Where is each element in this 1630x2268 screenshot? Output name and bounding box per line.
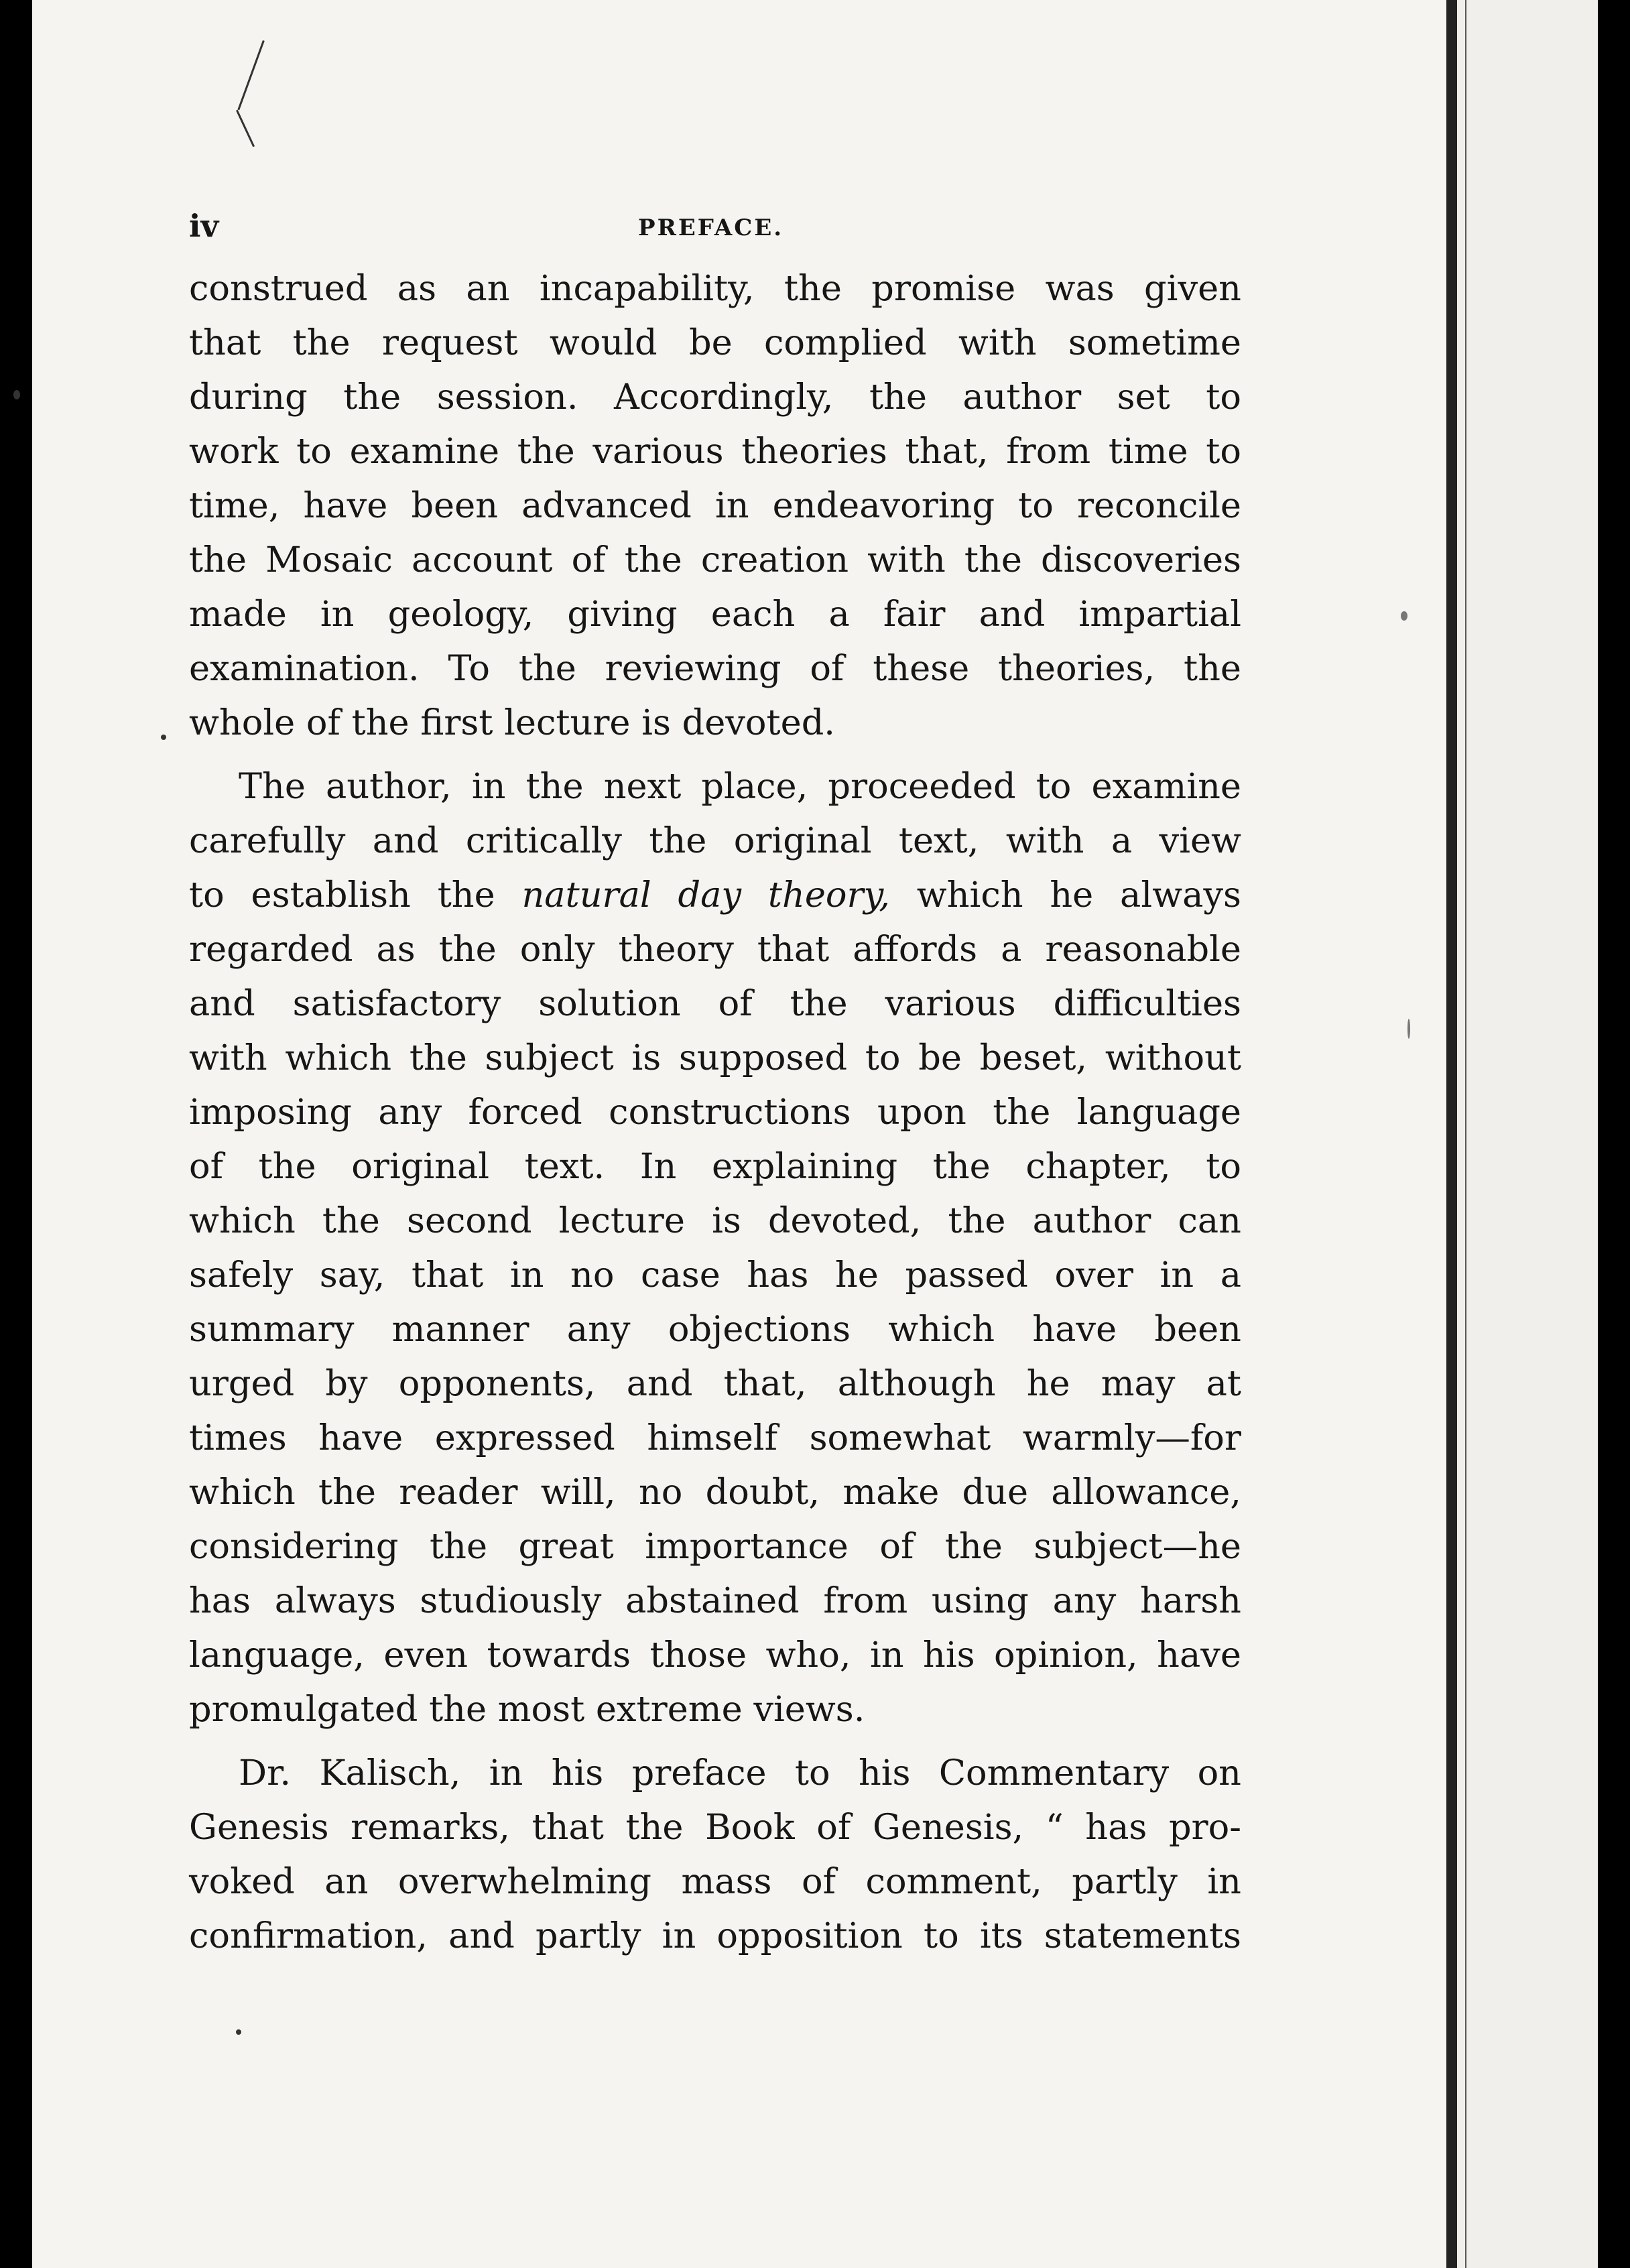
page-edge-line (1465, 0, 1466, 2268)
text-line: time, have been advanced in endeavoring to reconcile (189, 485, 1241, 526)
text-line: imposing any forced constructions upon the language (189, 1092, 1241, 1133)
text-line: The author, in the next place, proceeded to examine (239, 766, 1241, 807)
text-segment: to establish the (189, 875, 522, 916)
text-line: regarded as the only theory that affords a reasonable (189, 929, 1241, 970)
text-line: carefully and critically the original text, with a view (189, 820, 1241, 861)
text-line: during the session. Accordingly, the author set to (189, 377, 1241, 418)
text-line: which the second lecture is devoted, the author can (189, 1200, 1241, 1241)
text-line: construed as an incapability, the promise was given (189, 268, 1241, 309)
text-line: times have expressed himself somewhat warmly—for (189, 1418, 1241, 1458)
paragraph-gap (189, 750, 1241, 759)
text-line: work to examine the various theories that, from time to (189, 431, 1241, 472)
scan-speck (13, 390, 20, 399)
text-line: with which the subject is supposed to be beset, without (189, 1037, 1241, 1078)
text-line: made in geology, giving each a fair and impartial (189, 594, 1241, 635)
scan-border (1598, 0, 1630, 2268)
emphasized-phrase: natural day theory, (521, 875, 890, 916)
text-line: Genesis remarks, that the Book of Genesis, “ has pro- (189, 1807, 1241, 1848)
paragraph (189, 1746, 1241, 1963)
text-line: promulgated the most extreme views. (189, 1689, 865, 1730)
page-gutter (1446, 0, 1457, 2268)
text-line: examination. To the reviewing of these theories, the (189, 648, 1241, 689)
scan-speck (236, 2029, 241, 2035)
text-line: the Mosaic account of the creation with the discoveries (189, 540, 1241, 580)
text-segment: which he always (889, 875, 1241, 916)
text-line: of the original text. In explaining the chapter, to (189, 1146, 1241, 1187)
text-line: considering the great importance of the subject—he (189, 1526, 1241, 1567)
running-head (189, 201, 1241, 261)
text-line: safely say, that in no case has he passed over in a (189, 1255, 1241, 1296)
text-line: and satisfactory solution of the various difficulties (189, 983, 1241, 1024)
text-line: confirmation, and partly in opposition to its statements (189, 1915, 1241, 1956)
scan-speck (161, 735, 166, 740)
paragraph (189, 759, 1241, 1737)
page-number: iv (189, 208, 219, 244)
running-title: PREFACE. (638, 214, 784, 241)
text-line: summary manner any objections which have been (189, 1309, 1241, 1350)
text-line: which the reader will, no doubt, make due allowance, (189, 1472, 1241, 1513)
text-line: language, even towards those who, in his opinion, have (189, 1635, 1241, 1676)
text-line: whole of the first lecture is devoted. (189, 702, 835, 743)
text-line: voked an overwhelming mass of comment, partly in (189, 1861, 1241, 1902)
text-line: urged by opponents, and that, although he may at (189, 1363, 1241, 1404)
text-line: that the request would be complied with sometime (189, 322, 1241, 363)
body-text (189, 261, 1241, 1963)
text-line: Dr. Kalisch, in his preface to his Commentary on (239, 1753, 1241, 1793)
adjacent-page-edge (1457, 0, 1598, 2268)
page-text (189, 201, 1241, 1963)
text-line (189, 868, 1241, 922)
paragraph-gap (189, 1737, 1241, 1746)
paragraph (189, 261, 1241, 750)
scan-speck (1407, 1019, 1410, 1039)
scan-speck (1401, 611, 1407, 621)
text-line: has always studiously abstained from using any harsh (189, 1580, 1241, 1621)
